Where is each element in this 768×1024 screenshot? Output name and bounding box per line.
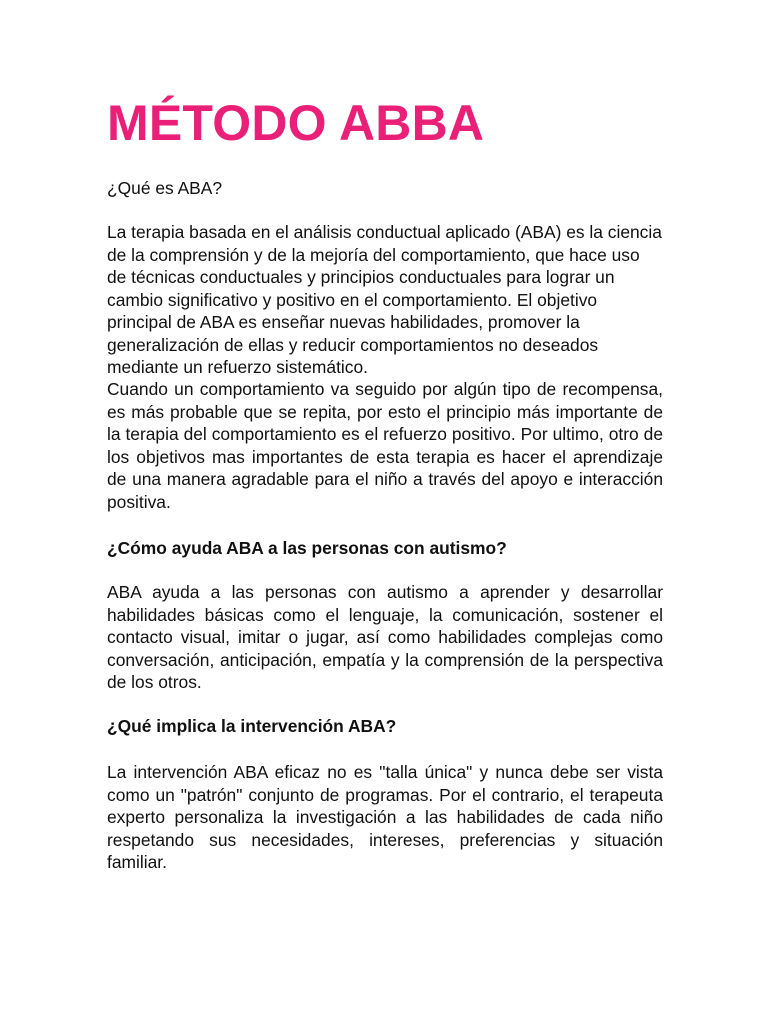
paragraph-aba-intervention: La intervención ABA eficaz no es "talla única" y nunca debe ser vista como un "patrón" conjunto de programas. Por el contrario, el terapeuta experto personaliza la investigación a las habilidades de cada niño respetando sus necesidades, intereses, preferencias y situación familiar.: [107, 762, 663, 872]
intro-question: ¿Qué es ABA?: [107, 178, 223, 198]
paragraph-reinforcement: Cuando un comportamiento va seguido por algún tipo de recompensa, es más probable que se repita, por esto el principio más importante de la terapia del comportamiento es el refuerzo positivo. Por ultimo, otro de los objetivos mas importantes de esta terapia es hacer el aprendizaje de una manera agradable para el niño a través del apoyo e interacción positiva.: [107, 379, 663, 512]
heading-aba-intervention: ¿Qué implica la intervención ABA?: [107, 716, 397, 736]
heading-how-aba-helps: ¿Cómo ayuda ABA a las personas con autismo?: [107, 538, 507, 558]
document-title: MÉTODO ABBA: [107, 95, 485, 151]
document-page: [107, 0, 663, 1024]
paragraph-what-is-aba: La terapia basada en el análisis conductual aplicado (ABA) es la ciencia de la comprensión y de la mejoría del comportamiento, que hace uso de técnicas conductuales y principios conductuales para lograr un cambio significativo y positivo en el comportamiento. El objetivo principal de ABA es enseñar nuevas habilidades, promover la generalización de ellas y reducir comportamientos no deseados mediante un refuerzo sistemático.: [107, 222, 662, 377]
paragraph-how-aba-helps: ABA ayuda a las personas con autismo a aprender y desarrollar habilidades básicas como el lenguaje, la comunicación, sostener el contacto visual, imitar o jugar, así como habilidades complejas como conversación, anticipación, empatía y la comprensión de la perspectiva de los otros.: [107, 582, 663, 692]
